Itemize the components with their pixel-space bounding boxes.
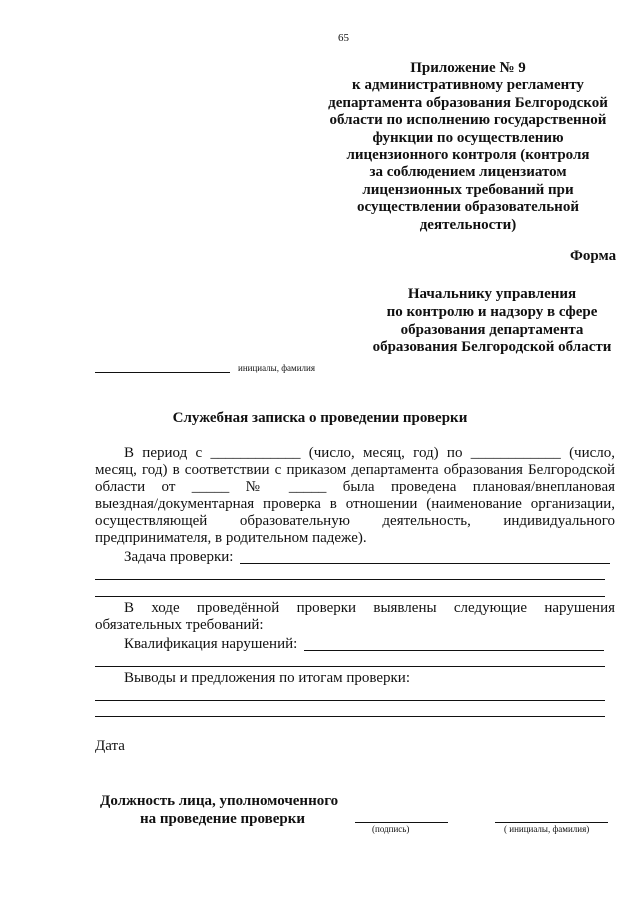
blank-start-date: ____________	[210, 445, 301, 461]
paragraph-1-line-4	[95, 496, 615, 513]
appendix-line: к административному регламенту	[352, 77, 584, 94]
position-title-line-2: на проведение проверки	[140, 811, 305, 827]
paragraph-2-line-1	[124, 600, 615, 617]
text: выездная/документарная проверка в отношении (наименование организации,	[95, 496, 615, 512]
text: следующие	[453, 600, 528, 616]
text: нарушения	[544, 600, 615, 616]
blank-order-date: _____	[191, 479, 230, 495]
appendix-line: осуществлении образовательной	[357, 199, 579, 216]
text: плановая/внеплановая	[472, 479, 615, 495]
appendix-block	[300, 60, 636, 234]
text: образовательную	[239, 513, 350, 529]
task-line-1	[240, 563, 610, 564]
text: В период с	[124, 445, 203, 461]
text: области	[95, 479, 146, 495]
appendix-title: Приложение № 9	[410, 60, 526, 76]
signature-line	[355, 822, 448, 823]
addressee-line: образования Белгородской области	[372, 339, 612, 356]
appendix-line: лицензионного контроля (контроля	[346, 147, 590, 164]
addressee-line: по контролю и надзору в сфере	[386, 303, 598, 320]
conclusions-label: Выводы и предложения по итогам проверки:	[124, 670, 411, 686]
form-label: Форма	[570, 248, 617, 264]
blank-order-number: _____	[288, 479, 327, 495]
text: (число,	[569, 445, 616, 461]
blank-end-date: ____________	[470, 445, 561, 461]
appendix-line: лицензионных требований при	[362, 181, 574, 198]
paragraph-1-line-3	[95, 479, 615, 496]
text: индивидуального	[503, 513, 616, 529]
appendix-line: функции по осуществлению	[372, 129, 564, 146]
text: проведена	[390, 479, 457, 495]
name-caption: ( инициалы, фамилия)	[504, 824, 590, 834]
date-label: Дата	[95, 738, 125, 754]
signature-caption: (подпись)	[372, 824, 410, 834]
text: месяц, год) в соответствии с приказом департамента образования Белгородской	[95, 462, 615, 478]
text: №	[245, 479, 273, 495]
text: от	[161, 479, 176, 495]
document-title: Служебная записка о проведении проверки	[172, 410, 468, 426]
page-number: 65	[338, 32, 349, 44]
text: ходе	[151, 600, 180, 616]
paragraph-1-line-5	[95, 513, 615, 530]
text: деятельность,	[382, 513, 471, 529]
paragraph-1-line-6: предпринимателя, в родительном падеже).	[95, 530, 367, 546]
conclusions-line-1	[95, 700, 605, 701]
paragraph-2-line-2: обязательных требований:	[95, 617, 264, 633]
position-title-line-1: Должность лица, уполномоченного	[100, 793, 339, 809]
addressee-line: образования департамента	[400, 321, 584, 338]
appendix-line: за соблюдением лицензиатом	[369, 164, 567, 181]
text: проведённой	[196, 600, 280, 616]
appendix-line: департамента образования Белгородской	[328, 94, 608, 111]
sender-initials-line	[95, 372, 230, 373]
qualification-line-1	[304, 650, 604, 651]
text: проверки	[296, 600, 357, 616]
addressee-line: Начальнику управления	[407, 286, 577, 302]
qualification-line-2	[95, 666, 605, 667]
name-line	[495, 822, 608, 823]
task-label: Задача проверки:	[124, 549, 234, 565]
task-line-2	[95, 579, 605, 580]
conclusions-line-2	[95, 716, 605, 717]
paragraph-1-line-1	[124, 445, 615, 462]
appendix-line: деятельности)	[419, 216, 517, 233]
text: В	[124, 600, 135, 616]
qualification-label: Квалификация нарушений:	[124, 636, 298, 652]
paragraph-1-line-2	[95, 462, 615, 479]
text: выявлены	[373, 600, 437, 616]
text: (число, месяц, год) по	[308, 445, 463, 461]
appendix-line: области по исполнению государственной	[329, 112, 607, 129]
text: была	[342, 479, 375, 495]
task-line-3	[95, 596, 605, 597]
text: осуществляющей	[95, 513, 208, 529]
sender-initials-caption: инициалы, фамилия	[238, 363, 315, 373]
addressee-block	[350, 286, 634, 357]
